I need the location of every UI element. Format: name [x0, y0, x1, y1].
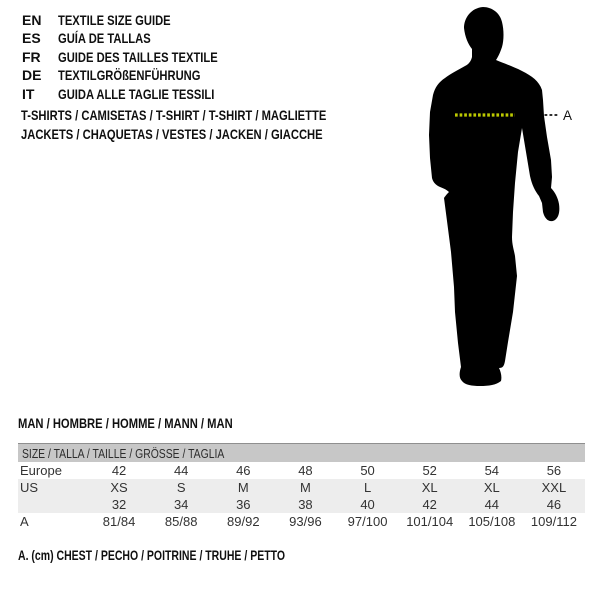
table-cell: 85/88: [164, 514, 198, 529]
table-cell: 36: [236, 497, 251, 512]
table-cell: 54: [484, 463, 500, 478]
table-cell: 42: [111, 463, 127, 478]
measurement-footnote-text: A. (cm) CHEST / PECHO / POITRINE / TRUHE / PETTO: [18, 547, 286, 563]
size-table-header-text: SIZE / TALLA / TAILLE / GRÖSSE / TAGLIA: [22, 445, 225, 461]
size-table-header: [18, 444, 585, 462]
table-cell: 93/96: [289, 514, 322, 529]
man-silhouette-figure: [405, 0, 590, 400]
language-code: ES: [22, 30, 41, 47]
table-cell: L: [363, 480, 372, 495]
table-row-us: [18, 479, 585, 496]
row-label: A: [20, 514, 29, 529]
table-cell: 44: [173, 463, 189, 478]
category-line-jackets: JACKETS / CHAQUETAS / VESTES / JACKEN / GIACCHE: [21, 125, 323, 142]
language-list: [22, 11, 258, 103]
table-cell: 48: [298, 463, 313, 478]
category-heading: [21, 106, 403, 144]
table-cell: 38: [298, 497, 313, 512]
row-label: US: [20, 480, 39, 495]
language-row-fr: [22, 48, 258, 66]
table-row-us-numeric: [18, 496, 585, 513]
language-label: GUIDA ALLE TAGLIE TESSILI: [58, 85, 215, 102]
language-code: EN: [22, 12, 42, 28]
language-row-en: [22, 11, 258, 29]
language-label: TEXTILGRÖßENFÜHRUNG: [58, 67, 201, 84]
table-cell: 40: [360, 497, 375, 512]
section-title-text: MAN / HOMBRE / HOMME / MANN / MAN: [18, 415, 233, 431]
table-cell: 56: [546, 463, 562, 478]
table-cell: XL: [483, 480, 500, 495]
table-cell: 81/84: [102, 514, 136, 529]
language-code: FR: [22, 48, 41, 65]
language-label: GUÍA DE TALLAS: [58, 30, 151, 47]
language-code: IT: [22, 85, 35, 102]
table-cell: 101/104: [406, 514, 454, 529]
language-code: DE: [22, 67, 42, 84]
table-cell: XL: [421, 480, 438, 495]
table-cell: M: [300, 480, 311, 495]
table-row-chest: [18, 513, 585, 530]
table-cell: XS: [110, 480, 128, 495]
table-cell: 105/108: [468, 514, 516, 529]
table-cell: 52: [422, 463, 437, 478]
table-cell: 89/92: [227, 514, 260, 529]
measurement-footnote: [18, 547, 374, 563]
man-silhouette: [429, 7, 559, 386]
language-row-es: [22, 29, 258, 47]
table-row-europe: [18, 462, 585, 479]
size-table: [18, 443, 585, 530]
table-cell: 46: [236, 463, 251, 478]
table-cell: 44: [484, 497, 500, 512]
table-cell: 97/100: [347, 514, 388, 529]
table-cell: M: [237, 480, 249, 495]
table-cell: 42: [422, 497, 437, 512]
table-cell: 46: [546, 497, 562, 512]
table-cell: S: [176, 480, 186, 495]
category-line-tshirts: T-SHIRTS / CAMISETAS / T-SHIRT / T-SHIRT / MAGLIETTE: [21, 107, 327, 123]
row-label: Europe: [20, 463, 62, 478]
section-title-man: [18, 415, 286, 431]
language-label: TEXTILE SIZE GUIDE: [58, 12, 171, 28]
measure-label-a: A: [563, 108, 573, 123]
table-cell: 50: [360, 463, 375, 478]
language-row-de: [22, 66, 258, 84]
table-cell: 32: [111, 497, 127, 512]
table-cell: 109/112: [530, 514, 577, 529]
language-row-it: [22, 85, 258, 103]
table-cell: 34: [173, 497, 189, 512]
table-cell: XXL: [541, 480, 567, 495]
language-label: GUIDE DES TAILLES TEXTILE: [58, 48, 218, 65]
